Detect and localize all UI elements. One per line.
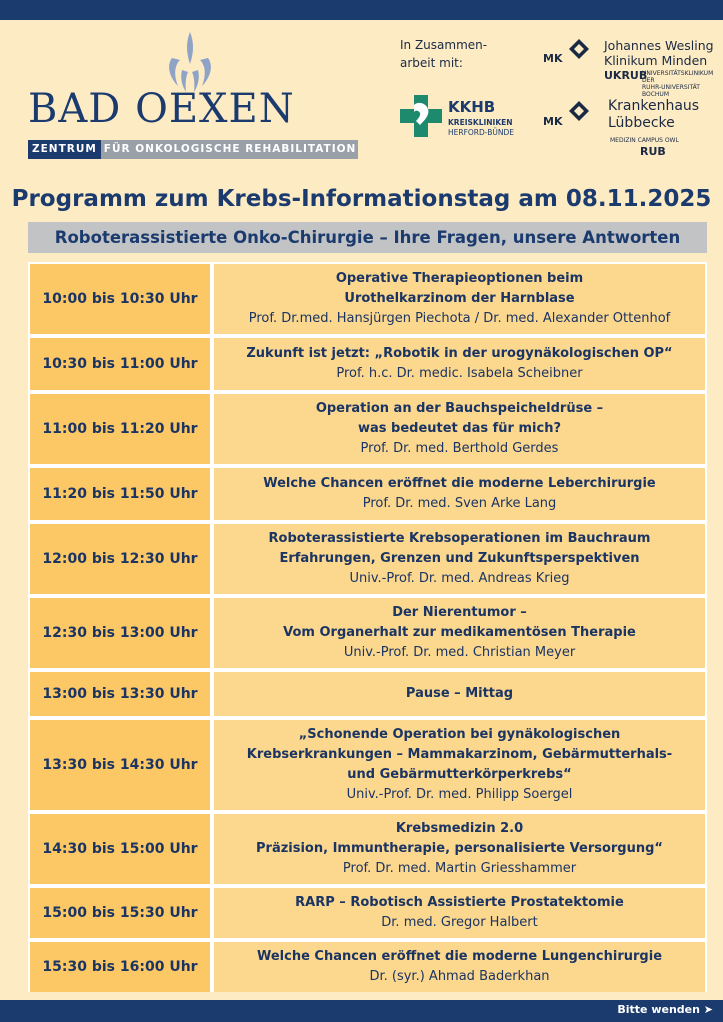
session-title-line: Urothelkarzinom der Harnblase [344,291,575,306]
schedule-row [28,468,707,520]
schedule-time: 10:00 bis 10:30 Uhr [30,264,210,334]
schedule-row [28,814,707,884]
wesling-small-2: RUHR-UNIVERSITÄT BOCHUM [642,84,700,98]
wesling-small-1: UNIVERSITÄTSKLINIKUM DER [642,70,714,84]
session-title-line: Welche Chancen eröffnet die moderne Lungenchirurgie [256,949,663,964]
schedule-time: 12:00 bis 12:30 Uhr [30,524,210,594]
speaker-line: Prof. Dr.med. Hansjürgen Piechota / Dr. med. Alexander Ottenhof [248,311,671,326]
schedule-description [214,264,705,334]
schedule-row [28,394,707,464]
mk-label-wesling: MK [543,52,563,65]
cooperation-line-2: arbeit mit: [400,56,463,70]
luebbecke-line-1: Krankenhaus [608,98,700,114]
luebbecke-campus: MEDIZIN CAMPUS OWL [610,137,679,144]
kkhb-sub-2: HERFORD-BÜNDE [448,128,514,137]
mk-logo-icon [568,38,590,60]
schedule-time: 10:30 bis 11:00 Uhr [30,338,210,390]
speaker-line: Prof. h.c. Dr. medic. Isabela Scheibner [336,366,583,381]
schedule-time: 14:30 bis 15:00 Uhr [30,814,210,884]
wesling-line-1: Johannes Wesling [604,38,714,53]
wesling-line-2: Klinikum Minden [604,53,708,68]
speaker-line: Univ.-Prof. Dr. med. Andreas Krieg [349,571,570,586]
mk-logo-icon [568,100,590,122]
wesling-ukrub: UKRUB [604,69,648,82]
session-title-line: Pause – Mittag [405,686,514,701]
top-bar [0,0,723,20]
cooperation-label [400,36,500,72]
luebbecke-line-2: Lübbecke [608,115,675,131]
schedule-time: 11:20 bis 11:50 Uhr [30,468,210,520]
schedule-row [28,672,707,716]
luebbecke-name [608,98,699,132]
subtitle-bar: Roboterassistierte Onko-Chirurgie – Ihre Fragen, unsere Antworten [28,222,707,253]
wesling-affiliation [642,70,723,98]
schedule-row [28,598,707,668]
session-title-line: was bedeutet das für mich? [357,421,561,436]
session-title-line: „Schonende Operation bei gynäkologischen [298,727,621,742]
session-title-line: Zukunft ist jetzt: „Robotik in der urogynäkologischen OP“ [246,346,673,361]
kkhb-cross-logo-icon [400,95,442,137]
session-title-line: Welche Chancen eröffnet die moderne Leberchirurgie [263,476,656,491]
speaker-line: Dr. (syr.) Ahmad Baderkhan [369,969,550,984]
logo-tagline-rest: FÜR ONKOLOGISCHE REHABILITATION [103,143,357,155]
session-title-line: Krebsmedizin 2.0 [395,821,524,836]
speaker-line: Prof. Dr. med. Berthold Gerdes [360,441,559,456]
schedule-description [214,814,705,884]
schedule-row [28,264,707,334]
session-title-line: Erfahrungen, Grenzen und Zukunftsperspektiven [279,551,640,566]
cooperation-line-1: In Zusammen- [400,38,488,52]
mk-label-luebbecke: MK [543,115,563,128]
speaker-line: Prof. Dr. med. Martin Griesshammer [342,861,577,876]
speaker-line: Dr. med. Gregor Halbert [381,915,538,930]
wesling-name [604,38,714,68]
bottom-bar [0,1000,723,1022]
schedule-row [28,338,707,390]
next-page-label: Bitte wenden ➤ [617,1003,713,1016]
page-title: Programm zum Krebs-Informationstag am 08.11.2025 [11,186,712,212]
schedule-row [28,942,707,992]
logo-tagline [28,140,358,159]
session-title-line: Krebserkrankungen – Mammakarzinom, Gebärmutterhals- [246,747,673,762]
schedule-description [214,524,705,594]
schedule-time: 13:00 bis 13:30 Uhr [30,672,210,716]
schedule-description [214,672,705,716]
session-title-line: und Gebärmutterkörperkrebs“ [347,767,572,782]
kkhb-name: KKHB [448,98,496,116]
schedule-time: 15:30 bis 16:00 Uhr [30,942,210,992]
schedule-description [214,888,705,938]
schedule-description [214,394,705,464]
schedule-row [28,720,707,810]
session-title-line: Roboterassistierte Krebsoperationen im Bauchraum [268,531,651,546]
session-title-line: Operation an der Bauchspeicheldrüse – [315,401,604,416]
schedule-time: 13:30 bis 14:30 Uhr [30,720,210,810]
schedule-time: 11:00 bis 11:20 Uhr [30,394,210,464]
schedule-description [214,598,705,668]
schedule-row [28,888,707,938]
logo-wordmark: BAD OEXEN [28,86,295,132]
session-title-line: Vom Organerhalt zur medikamentösen Therapie [283,625,636,640]
schedule-description [214,720,705,810]
speaker-line: Univ.-Prof. Dr. med. Philipp Soergel [346,787,573,802]
session-title-line: RARP – Robotisch Assistierte Prostatektomie [295,895,624,910]
schedule-time: 15:00 bis 15:30 Uhr [30,888,210,938]
schedule-description [214,942,705,992]
session-title-line: Operative Therapieoptionen beim [335,271,584,286]
luebbecke-rub: RUB [640,145,666,158]
kkhb-sub-1: KREISKLINIKEN [448,118,513,127]
schedule-row [28,524,707,594]
schedule-time: 12:30 bis 13:00 Uhr [30,598,210,668]
session-title-line: Der Nierentumor – [392,605,527,620]
logo-tagline-first: ZENTRUM [28,140,101,159]
schedule-table [28,262,707,992]
speaker-line: Prof. Dr. med. Sven Arke Lang [362,496,557,511]
schedule-description [214,468,705,520]
speaker-line: Univ.-Prof. Dr. med. Christian Meyer [343,645,576,660]
schedule-description [214,338,705,390]
session-title-line: Präzision, Immuntherapie, personalisierte Versorgung“ [256,841,663,856]
